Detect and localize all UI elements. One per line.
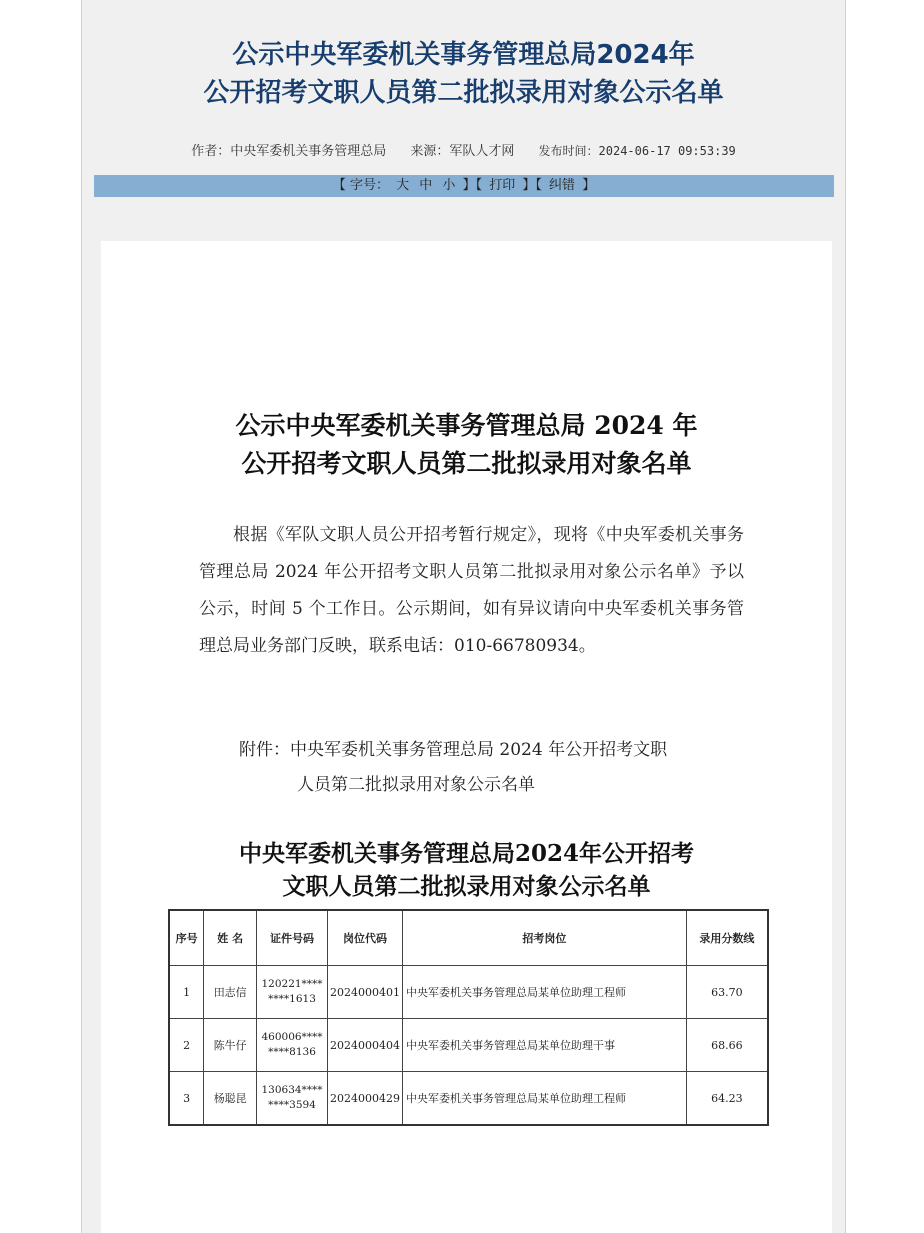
source: 来源：军队人才网	[410, 144, 515, 159]
bracket: 】【	[522, 178, 542, 193]
author: 作者：中央军委机关事务管理总局	[191, 144, 387, 159]
cell-no: 2	[169, 1019, 204, 1072]
attachment-line2: 人员第二批拟录用对象公示名单	[297, 775, 535, 795]
cell-code: 2024000401	[328, 966, 403, 1019]
cell-name: 田志信	[204, 966, 257, 1019]
article-meta	[82, 140, 845, 159]
cell-no: 1	[169, 966, 204, 1019]
cell-name: 杨聪昆	[204, 1072, 257, 1126]
cell-code: 2024000429	[328, 1072, 403, 1126]
roster-table	[168, 909, 769, 1126]
header-score: 录用分数线	[686, 910, 768, 966]
publish-time: 发布时间：2024-06-17 09:53:39	[538, 144, 736, 158]
document-title-line2: 公开招考文职人员第二批拟录用对象名单	[241, 449, 692, 478]
page-frame	[81, 0, 846, 1233]
article-title-line1: 公示中央军委机关事务管理总局2024年	[232, 40, 695, 70]
document-title	[101, 407, 832, 483]
font-small-link[interactable]: 小	[442, 178, 456, 193]
id-part2: ****1613	[268, 993, 316, 1005]
table-row	[169, 966, 768, 1019]
document-image	[101, 241, 832, 1233]
cell-no: 3	[169, 1072, 204, 1126]
cell-score: 64.23	[686, 1072, 768, 1126]
bracket: 【	[332, 178, 346, 193]
attachment-line1: 附件：中央军委机关事务管理总局 2024 年公开招考文职	[239, 740, 668, 760]
id-part2: ****8136	[268, 1046, 316, 1058]
font-size-label: 字号：	[349, 178, 389, 193]
id-part2: ****3594	[268, 1099, 316, 1111]
table-title-line1: 中央军委机关事务管理总局2024年公开招考	[238, 840, 694, 867]
font-medium-link[interactable]: 中	[419, 178, 433, 193]
id-part1: 130634****	[261, 1084, 323, 1096]
header-id: 证件号码	[257, 910, 328, 966]
cell-post: 中央军委机关事务管理总局某单位助理干事	[403, 1019, 687, 1072]
header-post: 招考岗位	[403, 910, 687, 966]
document-body: 根据《军队文职人员公开招考暂行规定》，现将《中央军委机关事务管理总局 2024 年公开招考文职人员第二批拟录用对象公示名单》予以公示，时间 5 个工作日。公示期间，如有异议请向中央军委机关事务管理总局业务部门反映，联系电话：010-66780934。	[199, 525, 744, 656]
table-row	[169, 1019, 768, 1072]
table-row	[169, 1072, 768, 1126]
print-link[interactable]: 打印	[489, 178, 516, 193]
cell-id	[257, 1019, 328, 1072]
bracket: 】【	[462, 178, 483, 193]
bracket: 】	[582, 178, 596, 193]
font-large-link[interactable]: 大	[396, 178, 410, 193]
header-code: 岗位代码	[328, 910, 403, 966]
id-part1: 120221****	[261, 978, 323, 990]
cell-id	[257, 1072, 328, 1126]
cell-id	[257, 966, 328, 1019]
cell-code: 2024000404	[328, 1019, 403, 1072]
correct-link[interactable]: 纠错	[549, 178, 576, 193]
table-header-row	[169, 910, 768, 966]
table-title-line2: 文职人员第二批拟录用对象公示名单	[282, 873, 651, 900]
article-title-line2: 公开招考文职人员第二批拟录用对象公示名单	[203, 78, 724, 108]
cell-name: 陈牛仔	[204, 1019, 257, 1072]
id-part1: 460006****	[261, 1031, 323, 1043]
article-toolbar	[94, 175, 834, 197]
document-title-line1: 公示中央军委机关事务管理总局 2024 年	[235, 411, 698, 440]
cell-score: 68.66	[686, 1019, 768, 1072]
cell-post: 中央军委机关事务管理总局某单位助理工程师	[403, 966, 687, 1019]
header-no: 序号	[169, 910, 204, 966]
table-title	[101, 837, 832, 903]
attachment-note	[239, 733, 739, 803]
article-title	[82, 36, 845, 112]
cell-score: 63.70	[686, 966, 768, 1019]
header-name: 姓 名	[204, 910, 257, 966]
cell-post: 中央军委机关事务管理总局某单位助理工程师	[403, 1072, 687, 1126]
